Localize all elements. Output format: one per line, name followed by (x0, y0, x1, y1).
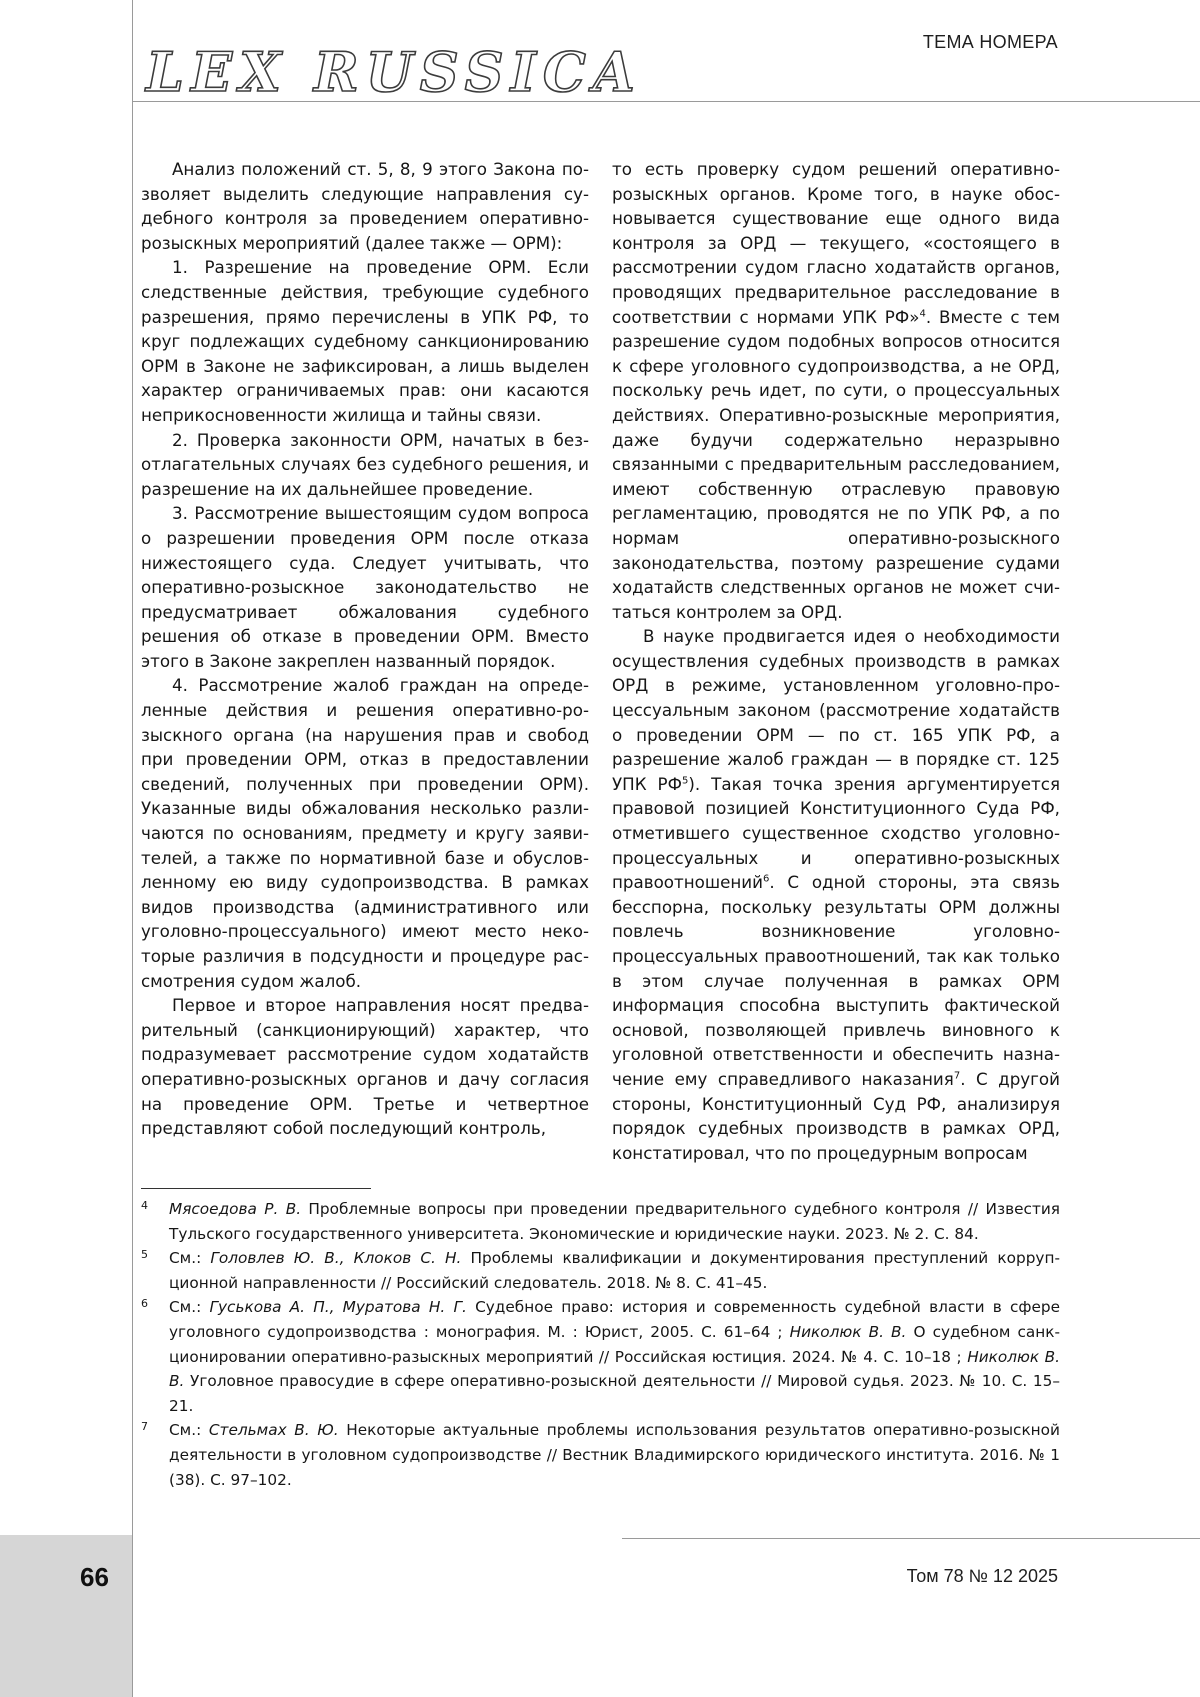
footnote-author: Мясоедова Р. В. (169, 1200, 302, 1218)
paragraph (612, 624, 1060, 1165)
journal-logo: LEX RUSSICA (146, 40, 642, 104)
footnote-body: Уголовное правосудие в сфере оперативно-розыскной деятельности // Мировой судья. 2023. № 10. С. 15–21. (169, 1372, 1060, 1415)
right-column (612, 157, 1060, 1165)
footnote-author: Стельмах В. Ю. (208, 1421, 339, 1440)
paragraph (612, 157, 1060, 624)
footnote-body: Проблемные вопросы при проведении предварительного судебного контроля // Известия Тульского государственного университета. Экономические и юридические науки. 2023. № 2. С. 84. (169, 1200, 1060, 1243)
paragraph: 3. Рассмотрение вышестоящим судом вопроса о разрешении проведения ОРМ после отказа нижестоящего суда. Следует учитывать, что оперативно-розыскное законодательство не предусматривает обжалования судебного решения об отказе в проведении ОРМ. Вместо этого в Законе закреплен названный порядок. (141, 503, 589, 671)
footnote-text (169, 1246, 1060, 1295)
footnote-prefix: См.: (169, 1298, 210, 1317)
footnote-body: Некоторые актуальные проблемы использования результатов оперативно-розыскной деятельности в уголовном судопроизводстве // Вестник Владимирского юридического института. 2016. № 1 (38). С. 97–102. (169, 1421, 1060, 1489)
footnote-text (169, 1418, 1060, 1492)
footnote-body: Проблемы квалификации и документирования преступлений коррупционной направленности // Российский следователь. 2018. № 8. С. 41–45. (169, 1249, 1060, 1292)
vertical-rule (132, 0, 133, 1697)
text-run: В науке продвигается идея о необходимости осуществления судебных производств в рамках ОРД в режиме, установленном уголовно-процессуальным законом (рассмотрение ходатайств о проведении ОРМ — по ст. 165 УПК РФ, а разрешение жалоб граждан — в порядке ст. 125 УПК РФ (612, 626, 1060, 794)
footnote-number: 6 (141, 1297, 148, 1311)
footnote-author: Николюк В. В. (169, 1347, 1060, 1391)
footnote-text (169, 1197, 1060, 1246)
text-run: ). Такая точка зрения аргументируется правовой позицией Конституционного Суда РФ, отметившего существенное сходство уголовно-процессуальных и оперативно-розыскных правоотношений (612, 773, 1060, 893)
paragraph: 1. Разрешение на проведение ОРМ. Если следственные действия, требующие судебного разрешения, прямо перечислены в УПК РФ, то круг подлежащих судебному санкционированию ОРМ в Законе не зафиксирован, а лишь выделен характер ограничиваемых прав: они касаются неприкосновенности жилища и тайны связи. (141, 257, 589, 425)
footnote-rule (141, 1188, 371, 1189)
footnote-number: 4 (141, 1199, 148, 1212)
page-number-block (0, 1535, 132, 1697)
footnote-number: 5 (141, 1248, 148, 1262)
footnote-number: 7 (141, 1420, 148, 1434)
footnote-ref: 6 (762, 873, 770, 885)
footnote-prefix: См.: (169, 1421, 209, 1440)
footnote-body: Судебное право: история и современность судебной власти в сфере уголовного судопроизводства : монография. М. : Юрист, 2005. С. 61–64 ; (169, 1298, 1060, 1341)
footnote-author: Головлев Ю. В., Клоков С. Н. (210, 1249, 462, 1268)
left-margin-band (0, 0, 132, 1697)
footnote-text (169, 1295, 1060, 1418)
footnotes (141, 1197, 1060, 1492)
paragraph: Анализ положений ст. 5, 8, 9 этого Закона позволяет выделить следующие направления судебного контроля за проведением оперативнорозыскных мероприятий (далее также — ОРМ): (141, 159, 589, 253)
footnote-prefix: См.: (169, 1249, 211, 1268)
footnote-ref: 7 (953, 1070, 961, 1082)
text-run: . Вместе с тем разрешение судом подобных вопросов относится к сфере уголовного судопроизводства, а не ОРД, поскольку речь идет, по сути, о процессуальных действиях. Оперативно-розыскные мероприятия, даже будучи содержательно неразрывно связанными с предварительным расследованием, имеют собственную отраслевую правовую регламентацию, проводятся не по УПК РФ, а по нормам оперативно-розыскного законодательства, поэтому разрешение судами ходатайств следственных органов не может считаться контролем за ОРД. (612, 306, 1060, 622)
footer-rule (622, 1538, 1200, 1539)
paragraph: 2. Проверка законности ОРМ, начатых в безотлагательных случаях без судебного решения, и разрешение на их дальнейшее проведение. (141, 429, 589, 499)
footnote (141, 1418, 1060, 1492)
issue-info: Том 78 № 12 2025 (906, 1566, 1058, 1586)
footnote-author: Николюк В. В. (789, 1322, 907, 1341)
footnote-ref: 4 (919, 308, 926, 319)
footnote-author: Гуськова А. П., Муратова Н. Г. (209, 1298, 467, 1317)
page-number: 66 (80, 1562, 109, 1592)
footnote-body: О судебном санкционировании оперативно-разыскных мероприятий // Российская юстиция. 2024. № 4. С. 10–18 ; (169, 1322, 1061, 1366)
footnote (141, 1246, 1060, 1295)
text-run: . С другой стороны, Конституционный Суд РФ, анализируя порядок судебных производств в рамках ОРД, констатировал, что по процедурным вопросам (612, 1068, 1060, 1163)
footnote-ref: 5 (681, 775, 689, 787)
text-run: . С одной стороны, эта связь бесспорна, поскольку результаты ОРМ должны повлечь возникновение уголовно-процессуальных правоотношений, так как только в этом случае полученная в рамках ОРМ информация способна выступить фактической основой, позволяющей привлечь виновного к уголовной ответственности и обеспечить назначение ему справедливого наказания (612, 872, 1060, 1089)
paragraph: Первое и второе направления носят предварительный (санкционирующий) характер, что подразумевает рассмотрение судом ходатайств оперативно-розыскных органов и дачу согласия на проведение ОРМ. Третье и четвертное представляют собой последующий контроль, (141, 995, 589, 1139)
left-column (141, 157, 589, 1141)
section-label: ТЕМА НОМЕРА (922, 32, 1058, 52)
text-run: то есть проверку судом решений оперативнорозыскных органов. Кроме того, в науке обосновывается существование еще одного вида контроля за ОРД — текущего, «состоящего в рассмотрении судом гласно ходатайств органов, проводящих предварительное расследование в соответствии с нормами УПК РФ» (612, 159, 1060, 327)
paragraph: 4. Рассмотрение жалоб граждан на определенные действия и решения оперативно-розыскного органа (на нарушения прав и свобод при проведении ОРМ, отказ в предоставлении сведений, полученных при проведении ОРМ). Указанные виды обжалования несколько различаются по основаниям, предмету и кругу заявителей, а также по нормативной базе и обусловленному ею виду судопроизводства. В рамках видов производства (административного или уголовно-процессуального) имеют место некоторые различия в подсудности и процедуре рассмотрения судом жалоб. (141, 675, 589, 991)
footnote (141, 1295, 1060, 1418)
footnote (141, 1197, 1060, 1246)
